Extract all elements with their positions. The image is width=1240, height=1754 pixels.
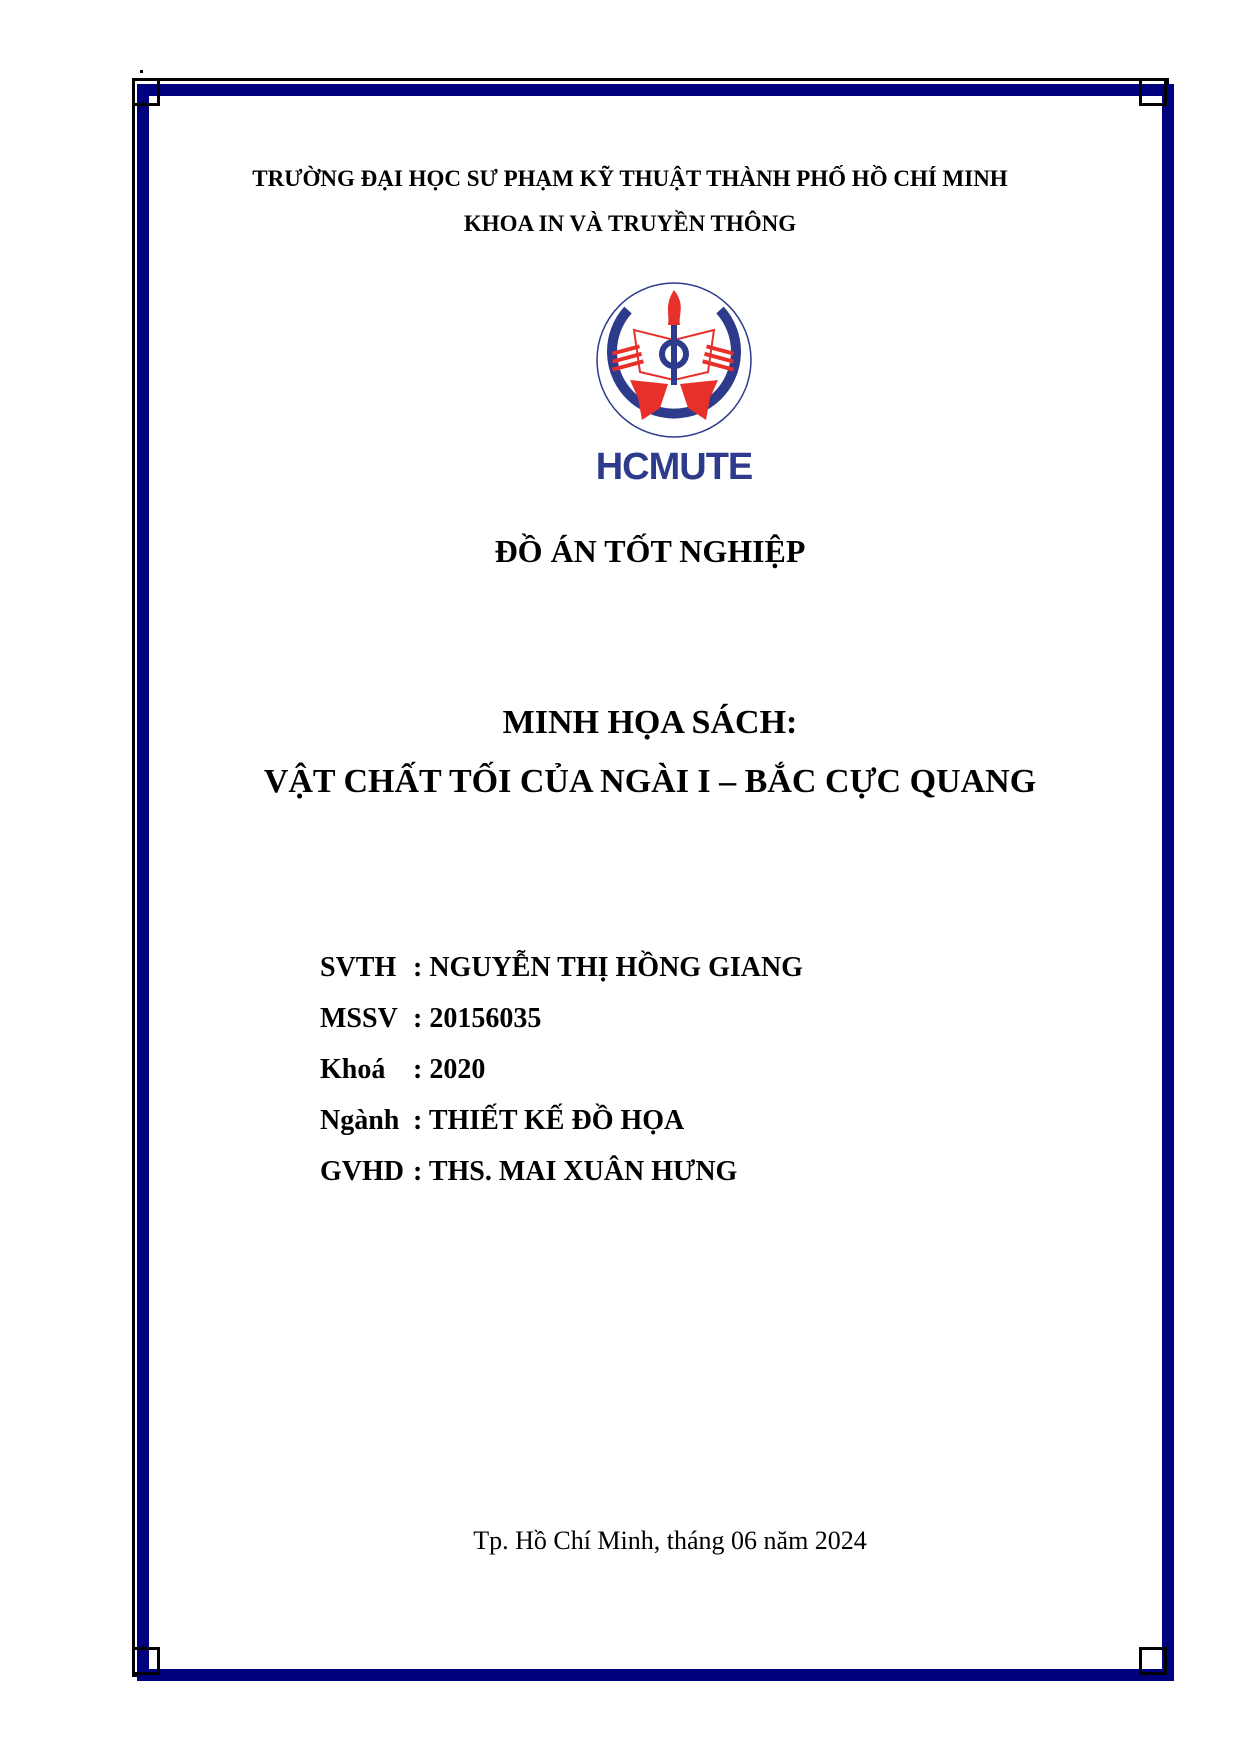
info-label: MSSV (320, 1003, 398, 1034)
info-label: Khoá (320, 1054, 386, 1085)
info-value: : THS. MAI XUÂN HƯNG (413, 1156, 738, 1187)
logo-text: HCMUTE (595, 446, 753, 488)
info-row-gvhd (320, 1156, 803, 1207)
title-line-1: MINH HỌA SÁCH: (502, 704, 798, 741)
border-corner (132, 1647, 160, 1675)
info-row-nganh (320, 1105, 803, 1156)
info-value: : 2020 (413, 1054, 486, 1085)
border-corner (140, 70, 143, 73)
border-corner (1139, 78, 1167, 106)
info-row-khoa (320, 1054, 803, 1105)
info-label: SVTH (320, 952, 397, 983)
place-date: Tp. Hồ Chí Minh, tháng 06 năm 2024 (473, 1526, 867, 1555)
student-info (320, 952, 803, 1207)
info-label: Ngành (320, 1105, 400, 1136)
info-label: GVHD (320, 1156, 404, 1187)
university-name: TRƯỜNG ĐẠI HỌC SƯ PHẠM KỸ THUẬT THÀNH PHỐ HỒ CHÍ MINH (252, 166, 1008, 191)
faculty-name: KHOA IN VÀ TRUYỀN THÔNG (463, 211, 797, 236)
info-value: : THIẾT KẾ ĐỒ HỌA (413, 1105, 685, 1136)
hcmute-logo (590, 280, 758, 488)
title-line-2: VẬT CHẤT TỐI CỦA NGÀI I – BẮC CỰC QUANG (263, 763, 1037, 800)
info-row-svth (320, 952, 803, 1003)
info-value: : NGUYỄN THỊ HỒNG GIANG (413, 952, 803, 983)
info-row-mssv (320, 1003, 803, 1054)
document-type: ĐỒ ÁN TỐT NGHIỆP (494, 533, 806, 569)
info-value: : 20156035 (413, 1003, 542, 1034)
border-corner (1139, 1647, 1167, 1675)
border-corner (132, 78, 160, 106)
